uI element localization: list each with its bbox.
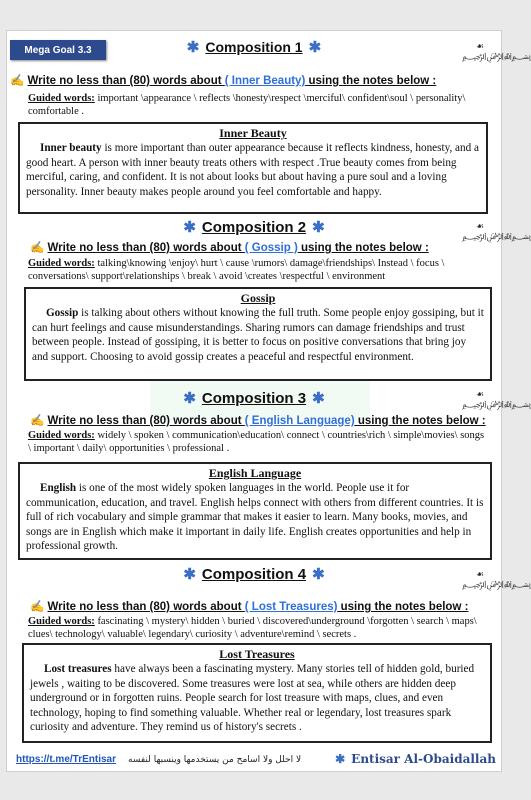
basmala-seal-icon: ☙ ﷽ — [462, 570, 531, 590]
composition-4-guided-words: Guided words: fascinating \ mystery\ hidden \ buried \ discovered\underground \forgotten \ search \ maps\ clues\ technology\ valuable\ legendary\ curiosity \ adventure\remind \ secrets . — [28, 616, 477, 640]
telegram-link[interactable]: https://t.me/TrEntisar — [16, 754, 117, 765]
pencil-icon: ✍ — [30, 415, 45, 427]
composition-4-essay-box — [22, 643, 492, 743]
essay-title: Lost Treasures — [219, 647, 295, 661]
composition-4-instruction: ✍ Write no less than (80) words about ( Lost Treasures) using the notes below : — [30, 601, 469, 613]
star-icon: ✱ — [183, 567, 196, 583]
basmala-seal-icon: ☙ ﷽ — [462, 222, 531, 242]
arabic-note: لا احلل ولا اسامح من يستخدمها وينسبها لنفسه — [128, 755, 302, 765]
star-icon: ✱ — [335, 752, 346, 766]
composition-3-guided-words: Guided words: widely \ spoken \ communication\education\ connect \ countries\rich \ simple\movies\ songs \ important \ daily\ opportunities \ professional . — [28, 430, 485, 454]
pencil-icon: ✍ — [30, 242, 45, 254]
footer — [8, 752, 500, 770]
composition-2-guided-words: Guided words: talking\knowing \enjoy\ hurt \ cause \rumors\ damage\friendships\ Instead \ focus \ conversations\ support\relationships \ break \ avoid \creates \respectful \ environment — [28, 258, 445, 282]
star-icon: ✱ — [312, 391, 325, 407]
star-icon: ✱ — [312, 567, 325, 583]
author-name: ✱ Entisar Al-Obaidallah — [335, 752, 496, 766]
star-icon: ✱ — [308, 40, 322, 56]
star-icon: ✱ — [186, 40, 200, 56]
composition-1-essay-box — [18, 122, 488, 214]
star-icon: ✱ — [183, 391, 196, 407]
essay-body: Gossip is talking about others without knowing the full truth. Some people enjoy gossiping, but it can hurt feelings and cause misunderstandings. Sharing rumors can damage friendships and trust between people. Instead of gossiping, it is better to focus on positive conversations that bring joy and support. Choosing to avoid gossip creates a peaceful and respectful environment. — [32, 307, 484, 363]
composition-2-title: ✱ Composition 2 ✱ — [183, 219, 325, 236]
star-icon: ✱ — [312, 220, 325, 236]
mega-goal-badge: Mega Goal 3.3 — [10, 40, 106, 60]
star-icon: ✱ — [183, 220, 196, 236]
essay-title: Inner Beauty — [219, 126, 287, 140]
composition-3-instruction: ✍ Write no less than (80) words about ( English Language) using the notes below : — [30, 415, 486, 427]
basmala-seal-icon: ☙ ﷽ — [462, 42, 531, 62]
essay-title: Gossip — [240, 291, 276, 305]
composition-1-instruction: ✍ Write no less than (80) words about ( Inner Beauty) using the notes below : — [10, 75, 437, 87]
composition-4-title: ✱ Composition 4 ✱ — [183, 566, 325, 583]
composition-2-essay-box — [24, 287, 492, 381]
composition-1-title: ✱ Composition 1 ✱ — [186, 39, 322, 56]
composition-2-instruction: ✍ Write no less than (80) words about ( Gossip ) using the notes below : — [30, 242, 429, 254]
essay-body: Lost treasures have always been a fascinating mystery. Many stories tell of hidden gold, buried jewels , waiting to be discovered. Some treasures were lost at sea, while others are hidden deep underground or in forgotten ruins. People search for lost treasure with maps, clues, and even technology, hoping to find something valuable. Whether real or legendary, lost treasures spark curiosity and adventure. They remind us of history's secrets . — [30, 663, 475, 734]
essay-title: English Language — [208, 466, 302, 480]
composition-3-title: ✱ Composition 3 ✱ — [183, 390, 325, 407]
essay-body: English is one of the most widely spoken languages in the world. People use it for communication, education, and travel. English helps connect with others from different countries. It is full of rich vocabulary and simple grammar that makes it easier to learn. Many books, movies, and songs are in English which make it important in daily life. English creates opportunities and help in professional growth. — [26, 482, 484, 553]
pencil-icon: ✍ — [10, 75, 25, 87]
pencil-icon: ✍ — [30, 601, 45, 613]
basmala-seal-icon: ☙ ﷽ — [462, 390, 531, 410]
essay-body: Inner beauty is more important than outer appearance because it reflects kindness, honesty, and a good heart. A person with inner beauty treats others with respect .True beauty comes from being merciful, caring, and confident. It is not about looks but about having a pure soul and a loving personality. Inner beauty makes people around you feel comfortable and happy. — [26, 142, 479, 198]
composition-3-essay-box — [18, 462, 492, 560]
composition-1-guided-words: Guided words: important \appearance \ reflects \honesty\respect \merciful\ confident\soul \ personality\ comfortable . — [28, 93, 466, 117]
